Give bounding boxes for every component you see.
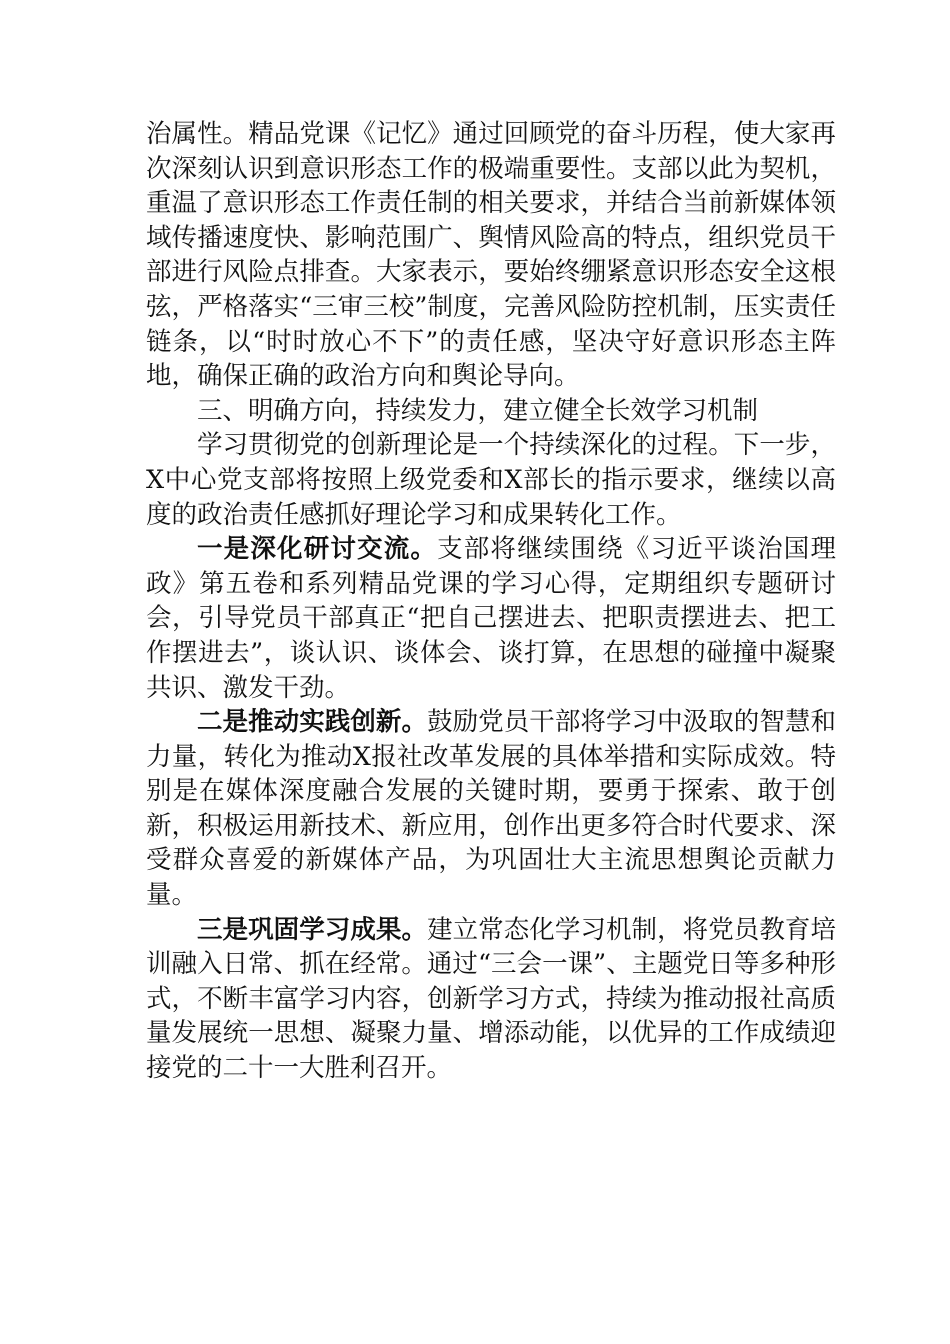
- item-lead: 三是巩固学习成果。: [197, 914, 428, 945]
- list-item-practice-innovation: [146, 705, 836, 913]
- item-lead: 一是深化研讨交流。: [197, 534, 438, 565]
- section-heading: 三、明确方向，持续发力，建立健全长效学习机制: [197, 395, 759, 426]
- document-page: [146, 117, 836, 1086]
- paragraph-continuation: 治属性。精品党课《记忆》通过回顾党的奋斗历程，使大家再次深刻认识到意识形态工作的极端重要性。支部以此为契机，重温了意识形态工作责任制的相关要求，并结合当前新媒体领域传播速度快、影响范围广、舆情风险高的特点，组织党员干部进行风险点排查。大家表示，要始终绷紧意识形态安全这根弦，严格落实“三审三校”制度，完善风险防控机制，压实责任链条，以“时时放心不下”的责任感，坚决守好意识形态主阵地，确保正确的政治方向和舆论导向。: [146, 119, 836, 392]
- item-body: 支部将继续围绕《习近平谈治国理政》第五卷和系列精品党课的学习心得，定期组织专题研讨会，引导党员干部真正“把自己摆进去、把职责摆进去、把工作摆进去”，谈认识、谈体会、谈打算，在思想的碰撞中凝聚共识、激发干劲。: [146, 534, 836, 703]
- list-item-deepen-discussion: [146, 532, 836, 705]
- item-body: 鼓励党员干部将学习中汲取的智慧和力量，转化为推动X报社改革发展的具体举措和实际成效。特别是在媒体深度融合发展的关键时期，要勇于探索、敢于创新，积极运用新技术、新应用，创作出更多符合时代要求、深受群众喜爱的新媒体产品，为巩固壮大主流思想舆论贡献力量。: [146, 707, 836, 911]
- paragraph-intro: 学习贯彻党的创新理论是一个持续深化的过程。下一步，X中心党支部将按照上级党委和X部长的指示要求，继续以高度的政治责任感抓好理论学习和成果转化工作。: [146, 430, 836, 530]
- list-item-consolidate-results: [146, 913, 836, 1086]
- item-body: 建立常态化学习机制，将党员教育培训融入日常、抓在经常。通过“三会一课”、主题党日等多种形式，不断丰富学习内容，创新学习方式，持续为推动报社高质量发展统一思想、凝聚力量、增添动能，以优异的工作成绩迎接党的二十一大胜利召开。: [146, 914, 836, 1084]
- item-lead: 二是推动实践创新。: [197, 707, 428, 738]
